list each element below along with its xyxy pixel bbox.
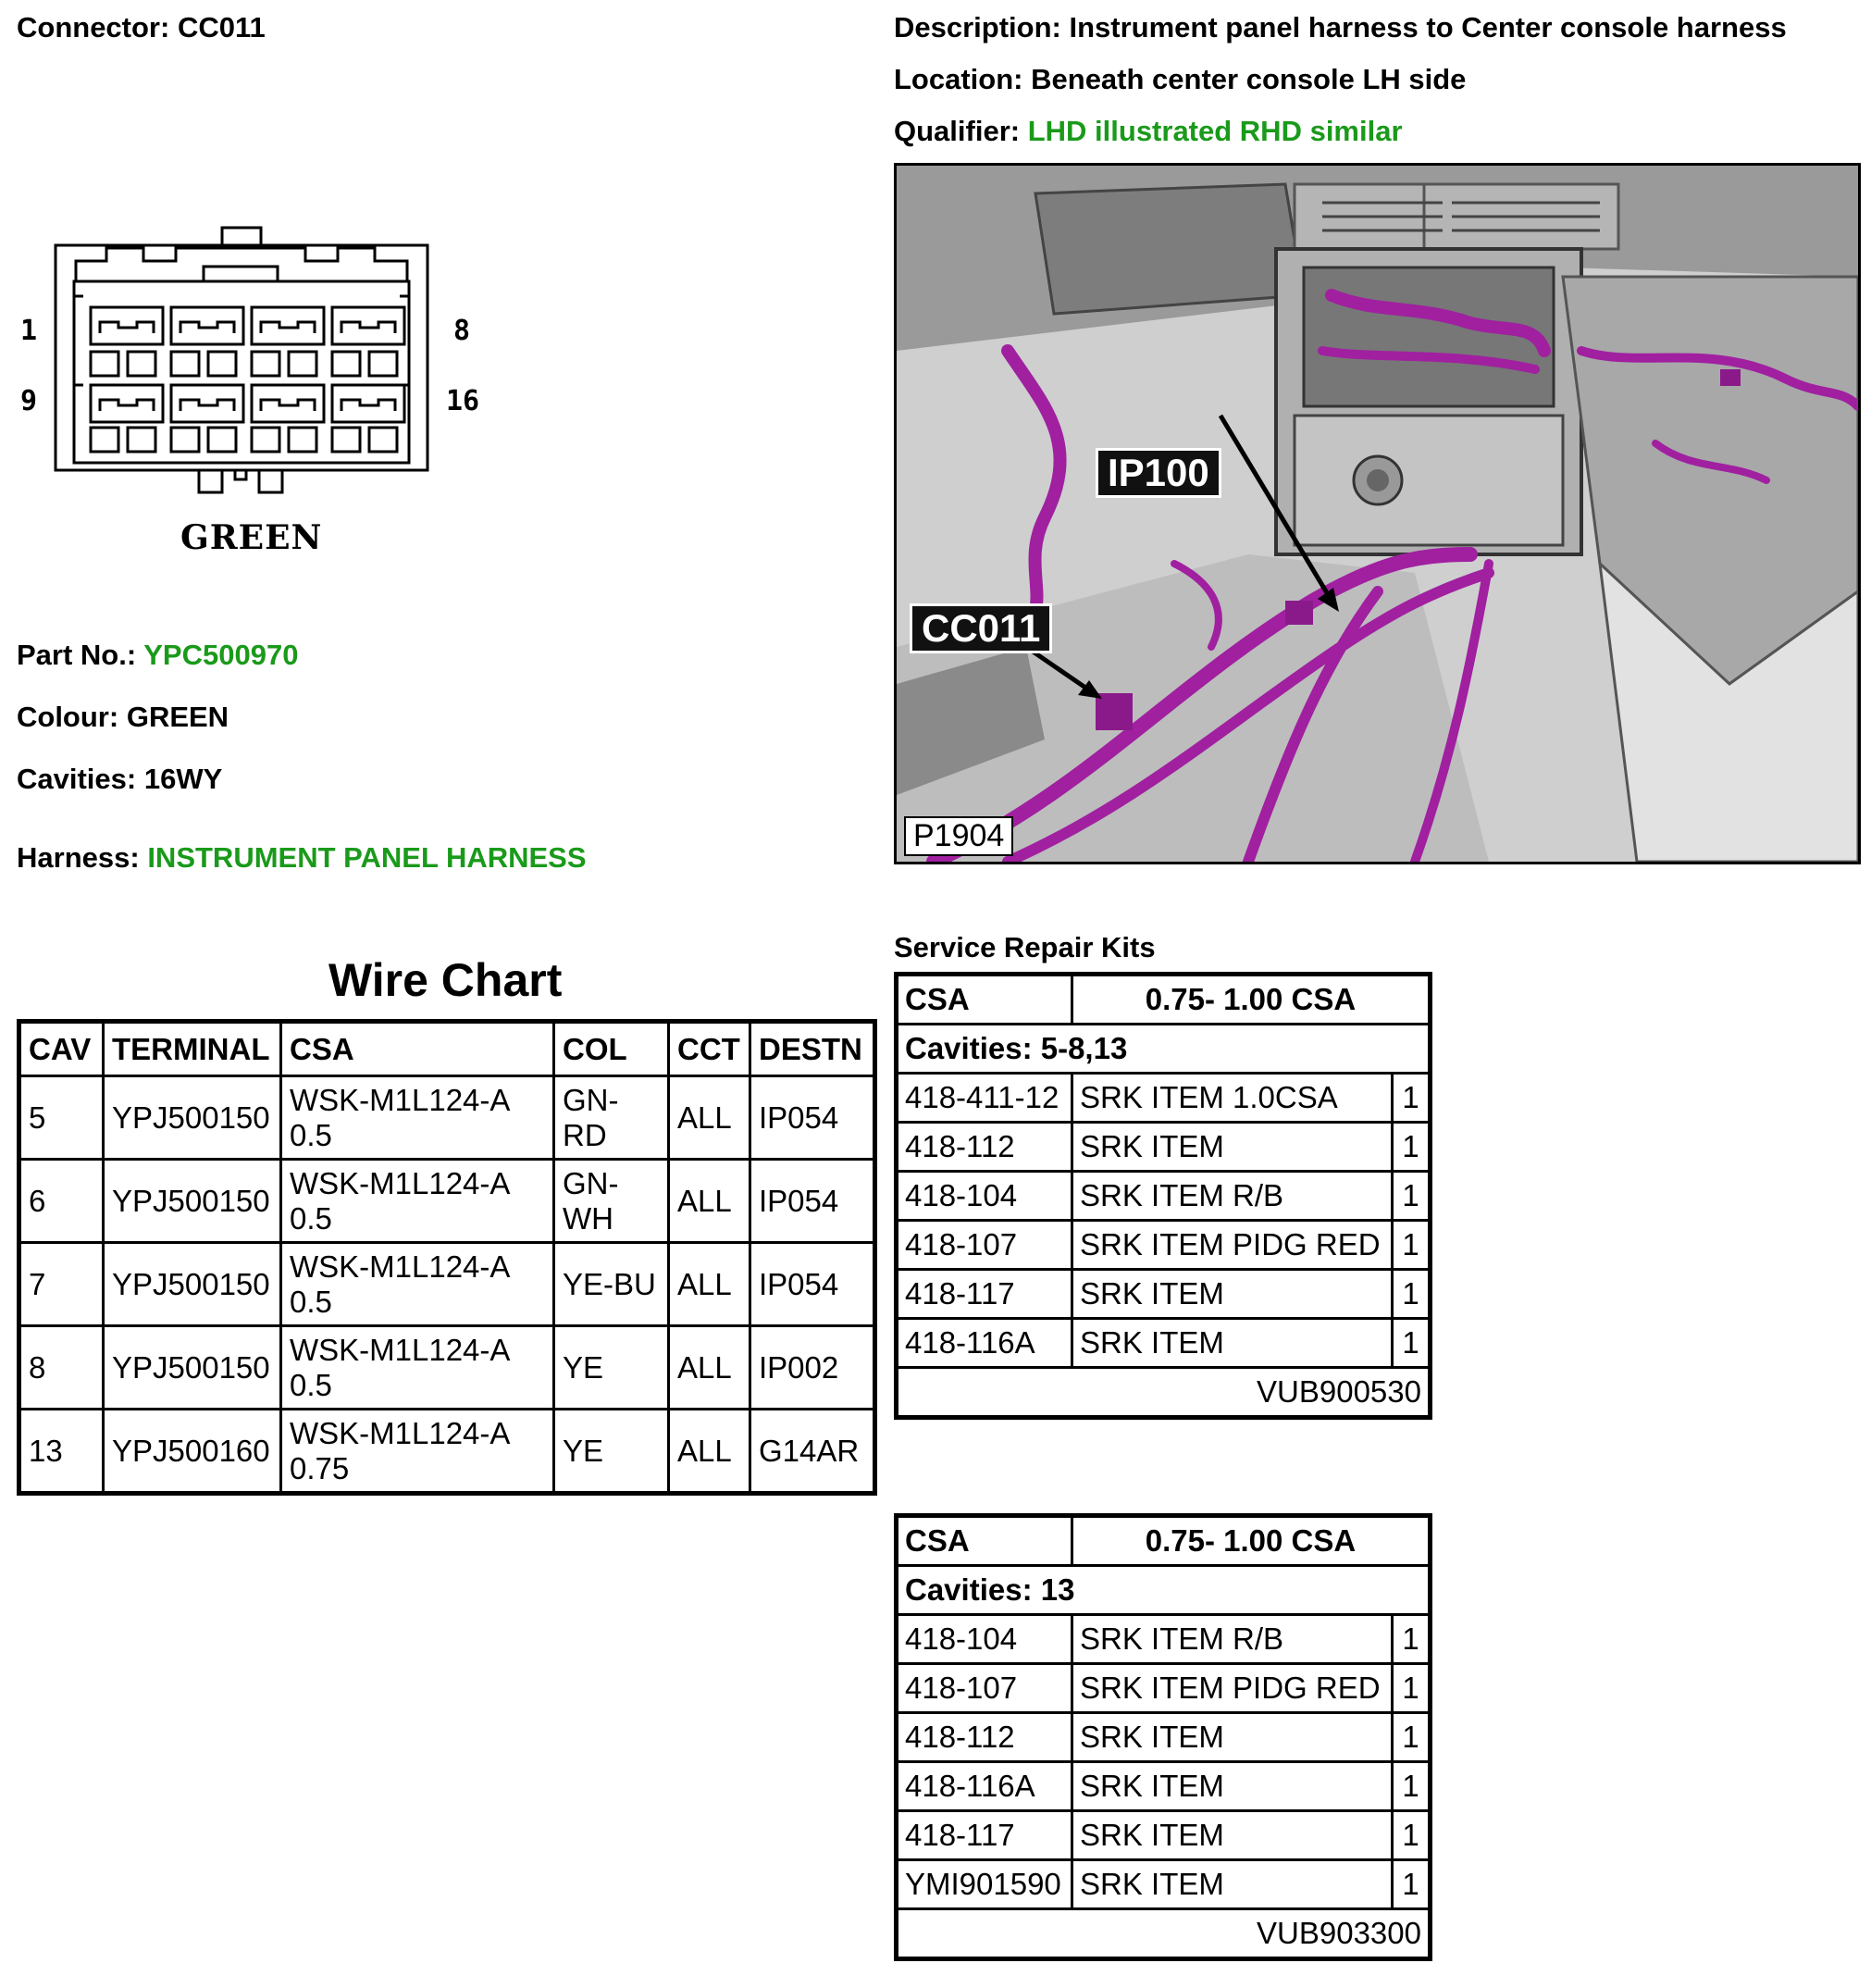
destn-cell: IP054: [750, 1076, 875, 1160]
destn-cell: IP054: [750, 1160, 875, 1243]
col-header-csa: CSA: [281, 1022, 554, 1076]
kit-desc: SRK ITEM: [1072, 1860, 1393, 1909]
table-row: [897, 1074, 1431, 1123]
kit-desc: SRK ITEM R/B: [1072, 1172, 1393, 1221]
service-repair-kits-title: Service Repair Kits: [894, 931, 1156, 963]
kit-desc: SRK ITEM PIDG RED: [1072, 1664, 1393, 1713]
wire-chart-title: Wire Chart: [328, 954, 563, 1006]
pin-label-1: 1: [20, 315, 38, 347]
col-cell: YE-BU: [554, 1243, 669, 1326]
connector-diagram: [19, 222, 500, 555]
cav-cell: 6: [19, 1160, 104, 1243]
cavities: Cavities: 16WY: [17, 763, 223, 795]
connector-colour-label: GREEN: [180, 518, 323, 557]
kit-part: 418-107: [897, 1664, 1072, 1713]
table-row: [897, 1221, 1431, 1270]
kit-cavities-row: [897, 1566, 1431, 1615]
col-cell: YE: [554, 1410, 669, 1494]
csa-cell: WSK-M1L124-A 0.5: [281, 1160, 554, 1243]
cct-cell: ALL: [669, 1326, 750, 1410]
kit-csa-value: 0.75- 1.00 CSA: [1072, 975, 1431, 1025]
kit-ref: VUB900530: [897, 1368, 1431, 1418]
colour: Colour: GREEN: [17, 701, 229, 733]
cav-cell: 5: [19, 1076, 104, 1160]
kit-qty: 1: [1393, 1762, 1431, 1811]
table-row: [897, 1319, 1431, 1368]
table-row: [19, 1160, 875, 1243]
terminal-cell: YPJ500150: [104, 1326, 281, 1410]
col-header-cav: CAV: [19, 1022, 104, 1076]
kit-qty: 1: [1393, 1221, 1431, 1270]
kit-qty: 1: [1393, 1664, 1431, 1713]
table-row: [19, 1076, 875, 1160]
connector-face-drawing: [19, 222, 500, 500]
kit-part: 418-116A: [897, 1319, 1072, 1368]
kit-ref-row: [897, 1368, 1431, 1418]
pin-label-16: 16: [446, 385, 480, 417]
csa-cell: WSK-M1L124-A 0.5: [281, 1076, 554, 1160]
kit-desc: SRK ITEM: [1072, 1270, 1393, 1319]
cav-cell: 8: [19, 1326, 104, 1410]
destn-cell: IP054: [750, 1243, 875, 1326]
terminal-cell: YPJ500150: [104, 1160, 281, 1243]
kit-qty: 1: [1393, 1319, 1431, 1368]
kit-cavities-row: [897, 1025, 1431, 1074]
kit-qty: 1: [1393, 1172, 1431, 1221]
kit-qty: 1: [1393, 1860, 1431, 1909]
cav-cell: 7: [19, 1243, 104, 1326]
kit-cavities: Cavities: 5-8,13: [897, 1025, 1431, 1074]
col-header-cct: CCT: [669, 1022, 750, 1076]
kit-desc: SRK ITEM: [1072, 1713, 1393, 1762]
kit-desc: SRK ITEM R/B: [1072, 1615, 1393, 1664]
table-row: [897, 1762, 1431, 1811]
table-row: [897, 1615, 1431, 1664]
kit-csa-label: CSA: [897, 975, 1072, 1025]
table-row: [897, 1860, 1431, 1909]
terminal-cell: YPJ500160: [104, 1410, 281, 1494]
kit-csa-label: CSA: [897, 1516, 1072, 1566]
pin-label-8: 8: [453, 315, 471, 347]
description: Description: Instrument panel harness to Center console harness: [894, 11, 1787, 43]
terminal-cell: YPJ500150: [104, 1076, 281, 1160]
kit-header-row: [897, 1516, 1431, 1566]
kit-part: 418-116A: [897, 1762, 1072, 1811]
cct-cell: ALL: [669, 1076, 750, 1160]
location: Location: Beneath center console LH side: [894, 63, 1467, 95]
kit-desc: SRK ITEM 1.0CSA: [1072, 1074, 1393, 1123]
kit-ref: VUB903300: [897, 1909, 1431, 1959]
repair-kit-table-1: [894, 972, 1432, 1420]
csa-cell: WSK-M1L124-A 0.5: [281, 1243, 554, 1326]
table-row: [897, 1664, 1431, 1713]
kit-qty: 1: [1393, 1074, 1431, 1123]
kit-qty: 1: [1393, 1123, 1431, 1172]
location-photo: [894, 163, 1861, 864]
table-row: [897, 1713, 1431, 1762]
kit-qty: 1: [1393, 1270, 1431, 1319]
kit-part: 418-117: [897, 1811, 1072, 1860]
destn-cell: IP002: [750, 1326, 875, 1410]
wire-chart-table: [17, 1019, 877, 1496]
cct-cell: ALL: [669, 1243, 750, 1326]
kit-qty: 1: [1393, 1615, 1431, 1664]
part-number: Part No.: YPC500970: [17, 639, 299, 671]
repair-kit-table-2: [894, 1513, 1432, 1961]
callout-ip100: IP100: [1096, 448, 1221, 498]
table-row: [19, 1243, 875, 1326]
col-cell: YE: [554, 1326, 669, 1410]
wire-chart-header-row: [19, 1022, 875, 1076]
kit-desc: SRK ITEM: [1072, 1123, 1393, 1172]
kit-desc: SRK ITEM PIDG RED: [1072, 1221, 1393, 1270]
kit-part: 418-104: [897, 1172, 1072, 1221]
kit-csa-value: 0.75- 1.00 CSA: [1072, 1516, 1431, 1566]
table-row: [897, 1811, 1431, 1860]
cct-cell: ALL: [669, 1160, 750, 1243]
cav-cell: 13: [19, 1410, 104, 1494]
connector-id: Connector: CC011: [17, 11, 266, 43]
kit-part: 418-117: [897, 1270, 1072, 1319]
qualifier: Qualifier: LHD illustrated RHD similar: [894, 115, 1403, 147]
col-header-destn: DESTN: [750, 1022, 875, 1076]
pin-label-9: 9: [20, 385, 38, 417]
col-cell: GN- WH: [554, 1160, 669, 1243]
cct-cell: ALL: [669, 1410, 750, 1494]
col-cell: GN- RD: [554, 1076, 669, 1160]
csa-cell: WSK-M1L124-A 0.75: [281, 1410, 554, 1494]
kit-desc: SRK ITEM: [1072, 1762, 1393, 1811]
kit-part: 418-411-12: [897, 1074, 1072, 1123]
kit-part: 418-112: [897, 1713, 1072, 1762]
kit-part: 418-107: [897, 1221, 1072, 1270]
col-header-terminal: TERMINAL: [104, 1022, 281, 1076]
kit-cavities: Cavities: 13: [897, 1566, 1431, 1615]
kit-part: YMI901590: [897, 1860, 1072, 1909]
col-header-col: COL: [554, 1022, 669, 1076]
table-row: [19, 1326, 875, 1410]
kit-desc: SRK ITEM: [1072, 1811, 1393, 1860]
kit-header-row: [897, 975, 1431, 1025]
dashboard-illustration: [897, 166, 1858, 862]
table-row: [897, 1270, 1431, 1319]
terminal-cell: YPJ500150: [104, 1243, 281, 1326]
harness: Harness: INSTRUMENT PANEL HARNESS: [17, 841, 587, 874]
kit-ref-row: [897, 1909, 1431, 1959]
table-row: [897, 1172, 1431, 1221]
kit-qty: 1: [1393, 1713, 1431, 1762]
kit-desc: SRK ITEM: [1072, 1319, 1393, 1368]
table-row: [897, 1123, 1431, 1172]
kit-qty: 1: [1393, 1811, 1431, 1860]
kit-part: 418-104: [897, 1615, 1072, 1664]
table-row: [19, 1410, 875, 1494]
destn-cell: G14AR: [750, 1410, 875, 1494]
callout-cc011: CC011: [910, 603, 1052, 653]
csa-cell: WSK-M1L124-A 0.5: [281, 1326, 554, 1410]
kit-part: 418-112: [897, 1123, 1072, 1172]
photo-reference: P1904: [904, 816, 1013, 856]
